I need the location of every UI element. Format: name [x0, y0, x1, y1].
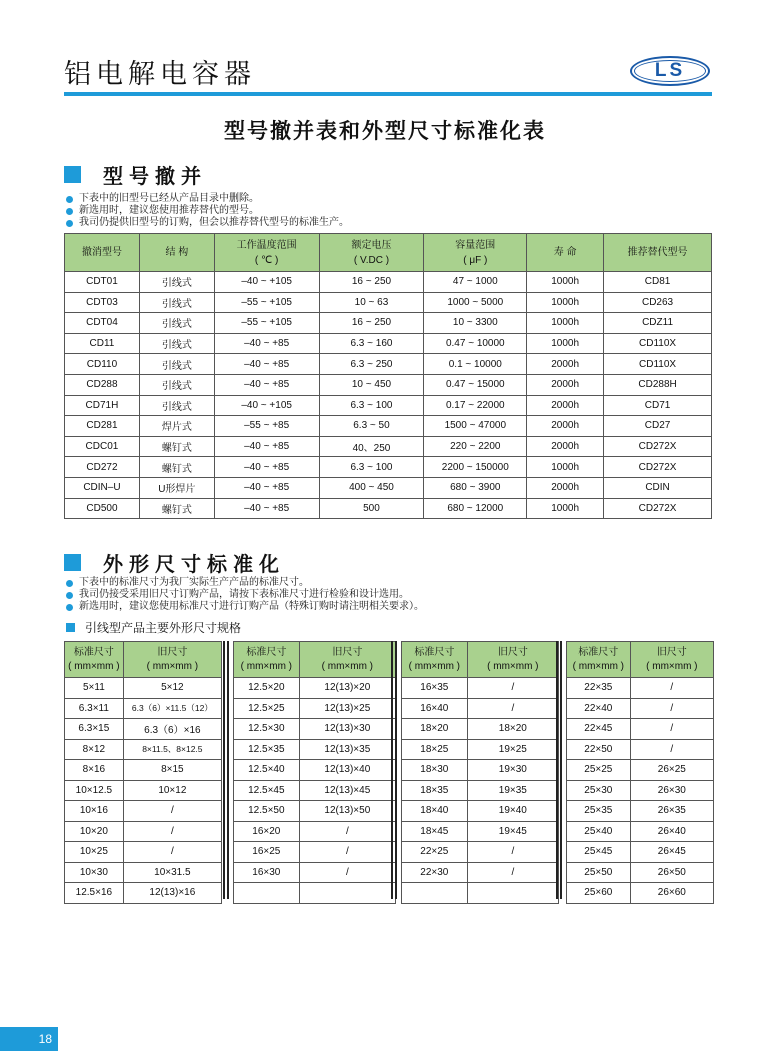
- old-size-cell: 19×40: [467, 801, 558, 822]
- standard-size-cell: 12.5×50: [234, 801, 300, 822]
- table-cell: 6.3 ~ 160: [319, 333, 424, 354]
- table-cell: U形焊片: [139, 477, 214, 498]
- section2-notes: [66, 577, 424, 613]
- table-row: [65, 780, 222, 801]
- note-item: 下表中的标准尺寸为我厂实际生产产品的标准尺寸。: [66, 577, 424, 589]
- table-cell: 40、250: [319, 436, 424, 457]
- table-row: [65, 739, 222, 760]
- table-cell: 16 ~ 250: [319, 272, 424, 293]
- table-cell: –40 ~ +85: [214, 354, 319, 375]
- old-size-cell: 6.3（6）×11.5（12）: [123, 698, 221, 719]
- table-row: [65, 862, 222, 883]
- standard-size-cell: 18×40: [402, 801, 468, 822]
- old-size-cell: 12(13)×30: [299, 719, 395, 740]
- table-cell: 6.3 ~ 250: [319, 354, 424, 375]
- table-cell: CD110: [65, 354, 140, 375]
- standard-size-header: 标准尺寸 ( mm×mm ): [402, 642, 468, 678]
- table-cell: 6.3 ~ 100: [319, 457, 424, 478]
- table-row: [402, 883, 559, 904]
- table-cell: CD281: [65, 416, 140, 437]
- standard-size-header: 标准尺寸 ( mm×mm ): [234, 642, 300, 678]
- standard-size-cell: 8×12: [65, 739, 124, 760]
- old-size-cell: /: [299, 842, 395, 863]
- table-cell: 引线式: [139, 272, 214, 293]
- standard-size-cell: 18×35: [402, 780, 468, 801]
- table-row: [65, 821, 222, 842]
- standard-size-cell: 25×45: [567, 842, 631, 863]
- old-size-cell: 12(13)×25: [299, 698, 395, 719]
- table-separator: [391, 641, 397, 899]
- header-cell: 推荐替代型号: [604, 234, 712, 272]
- standard-size-cell: 10×30: [65, 862, 124, 883]
- table-row: [65, 354, 712, 375]
- table-row: [567, 801, 714, 822]
- table-cell: 2000h: [527, 416, 604, 437]
- table-row: [65, 698, 222, 719]
- table-cell: 2000h: [527, 374, 604, 395]
- table-cell: 引线式: [139, 395, 214, 416]
- table-cell: 0.47 ~ 15000: [424, 374, 527, 395]
- table-cell: 1000h: [527, 498, 604, 519]
- section2-title: 外形尺寸标准化: [103, 552, 285, 576]
- table-row: [567, 719, 714, 740]
- header-cell: 结 构: [139, 234, 214, 272]
- table-row: [65, 678, 222, 699]
- standard-size-cell: 25×25: [567, 760, 631, 781]
- square-bullet-icon: [64, 166, 81, 183]
- old-size-cell: /: [630, 739, 713, 760]
- table-cell: CD81: [604, 272, 712, 293]
- table-cell: 1000 ~ 5000: [424, 292, 527, 313]
- table-row: [402, 801, 559, 822]
- old-size-cell: /: [630, 698, 713, 719]
- table-cell: –40 ~ +85: [214, 436, 319, 457]
- table-row: [65, 883, 222, 904]
- old-size-header: 旧尺寸 ( mm×mm ): [467, 642, 558, 678]
- table-cell: CD27: [604, 416, 712, 437]
- old-size-cell: /: [630, 719, 713, 740]
- table-cell: 0.47 ~ 10000: [424, 333, 527, 354]
- table-cell: CD272X: [604, 457, 712, 478]
- old-size-cell: /: [299, 862, 395, 883]
- table-cell: 0.17 ~ 22000: [424, 395, 527, 416]
- standard-size-cell: 22×50: [567, 739, 631, 760]
- table-cell: 引线式: [139, 333, 214, 354]
- table-row: [234, 821, 396, 842]
- old-size-cell: /: [467, 842, 558, 863]
- table-cell: CDIN: [604, 477, 712, 498]
- old-size-cell: /: [123, 821, 221, 842]
- bullet-dot-icon: [66, 220, 73, 227]
- old-size-cell: 26×50: [630, 862, 713, 883]
- standard-size-cell: 6.3×15: [65, 719, 124, 740]
- bullet-dot-icon: [66, 196, 73, 203]
- table-row: [234, 678, 396, 699]
- note-item: 我司仍提供旧型号的订购，但会以推荐替代型号的标准生产。: [66, 217, 349, 229]
- table-cell: CD288: [65, 374, 140, 395]
- table-header-row: [234, 642, 396, 678]
- table-row: [402, 719, 559, 740]
- table-cell: CD110X: [604, 354, 712, 375]
- table-row: [567, 821, 714, 842]
- old-size-cell: 26×40: [630, 821, 713, 842]
- old-size-cell: 8×15: [123, 760, 221, 781]
- table-row: [65, 498, 712, 519]
- table-cell: –40 ~ +85: [214, 477, 319, 498]
- square-bullet-icon: [66, 623, 75, 632]
- standard-size-cell: 18×45: [402, 821, 468, 842]
- standard-size-cell: 16×25: [234, 842, 300, 863]
- table-cell: –40 ~ +85: [214, 498, 319, 519]
- header-cell: 容量范围 ( μF ): [424, 234, 527, 272]
- table-cell: CD288H: [604, 374, 712, 395]
- table-row: [65, 395, 712, 416]
- table-row: [402, 842, 559, 863]
- standard-size-cell: 25×50: [567, 862, 631, 883]
- table-cell: CDT03: [65, 292, 140, 313]
- table-cell: 焊片式: [139, 416, 214, 437]
- table-cell: 螺钉式: [139, 457, 214, 478]
- standard-size-cell: 12.5×35: [234, 739, 300, 760]
- table-cell: –40 ~ +85: [214, 333, 319, 354]
- table-header-row: [567, 642, 714, 678]
- table-cell: CD272: [65, 457, 140, 478]
- table-row: [65, 374, 712, 395]
- table-row: [402, 821, 559, 842]
- old-size-cell: 26×45: [630, 842, 713, 863]
- table-cell: 1500 ~ 47000: [424, 416, 527, 437]
- table-row: [402, 862, 559, 883]
- table-cell: 螺钉式: [139, 436, 214, 457]
- table-row: [567, 678, 714, 699]
- table-cell: 1000h: [527, 272, 604, 293]
- old-size-cell: 19×30: [467, 760, 558, 781]
- table-cell: CDT04: [65, 313, 140, 334]
- old-size-cell: 18×20: [467, 719, 558, 740]
- table-cell: CD263: [604, 292, 712, 313]
- standard-size-cell: 12.5×25: [234, 698, 300, 719]
- table-cell: 引线式: [139, 292, 214, 313]
- table-row: [567, 698, 714, 719]
- table-row: [567, 862, 714, 883]
- table-cell: CD11: [65, 333, 140, 354]
- old-size-cell: 12(13)×20: [299, 678, 395, 699]
- standard-size-cell: 22×25: [402, 842, 468, 863]
- table-row: [65, 477, 712, 498]
- table-row: [234, 801, 396, 822]
- old-size-cell: 12(13)×40: [299, 760, 395, 781]
- table-cell: CDIN–U: [65, 477, 140, 498]
- table-row: [65, 416, 712, 437]
- old-size-cell: 6.3（6）×16: [123, 719, 221, 740]
- old-size-cell: 26×60: [630, 883, 713, 904]
- table-cell: 1000h: [527, 313, 604, 334]
- table-cell: 6.3 ~ 50: [319, 416, 424, 437]
- table-header-row: [402, 642, 559, 678]
- standard-size-cell: 16×35: [402, 678, 468, 699]
- old-size-cell: 12(13)×45: [299, 780, 395, 801]
- old-size-cell: 8×11.5、8×12.5: [123, 739, 221, 760]
- table-row: [65, 272, 712, 293]
- bullet-dot-icon: [66, 604, 73, 611]
- standard-size-cell: 18×20: [402, 719, 468, 740]
- table-row: [234, 780, 396, 801]
- table-cell: –55 ~ +105: [214, 313, 319, 334]
- standard-size-cell: 12.5×30: [234, 719, 300, 740]
- standard-size-cell: 12.5×40: [234, 760, 300, 781]
- note-item: 下表中的旧型号已经从产品目录中删除。: [66, 193, 349, 205]
- model-merge-table: [64, 233, 712, 519]
- table-row: [65, 801, 222, 822]
- table-cell: CDC01: [65, 436, 140, 457]
- old-size-header: 旧尺寸 ( mm×mm ): [630, 642, 713, 678]
- table-cell: 1000h: [527, 333, 604, 354]
- table-row: [65, 760, 222, 781]
- old-size-cell: [299, 883, 395, 904]
- section2-heading: [64, 548, 285, 577]
- table-cell: 引线式: [139, 354, 214, 375]
- table-cell: –55 ~ +105: [214, 292, 319, 313]
- table-row: [65, 719, 222, 740]
- table-header-row: [65, 642, 222, 678]
- table-row: [234, 883, 396, 904]
- standard-size-cell: 22×40: [567, 698, 631, 719]
- table-separator: [556, 641, 562, 899]
- table-cell: 引线式: [139, 374, 214, 395]
- table-row: [65, 842, 222, 863]
- old-size-cell: /: [123, 801, 221, 822]
- table-cell: CDT01: [65, 272, 140, 293]
- table-cell: 2000h: [527, 354, 604, 375]
- note-item: 我司仍接受采用旧尺寸订购产品，请按下表标准尺寸进行检验和设计选用。: [66, 589, 424, 601]
- sub-heading: 引线型产品主要外形尺寸规格: [66, 619, 241, 636]
- old-size-cell: 10×31.5: [123, 862, 221, 883]
- table-row: [234, 719, 396, 740]
- old-size-cell: [467, 883, 558, 904]
- table-cell: 2000h: [527, 477, 604, 498]
- table-cell: 2000h: [527, 436, 604, 457]
- standard-size-cell: 25×30: [567, 780, 631, 801]
- standard-size-cell: 16×30: [234, 862, 300, 883]
- table-row: [567, 842, 714, 863]
- standard-size-cell: 12.5×20: [234, 678, 300, 699]
- table-cell: 引线式: [139, 313, 214, 334]
- table-row: [567, 780, 714, 801]
- table-row: [65, 457, 712, 478]
- section1-notes: [66, 193, 349, 229]
- table-cell: 2000h: [527, 395, 604, 416]
- size-table-3: [401, 641, 559, 904]
- table-row: [402, 678, 559, 699]
- table-row: [402, 780, 559, 801]
- table-cell: –40 ~ +105: [214, 395, 319, 416]
- table-cell: CD71: [604, 395, 712, 416]
- standard-size-cell: [234, 883, 300, 904]
- old-size-cell: 19×35: [467, 780, 558, 801]
- old-size-header: 旧尺寸 ( mm×mm ): [123, 642, 221, 678]
- table-cell: –40 ~ +85: [214, 457, 319, 478]
- standard-size-cell: 10×20: [65, 821, 124, 842]
- table-row: [234, 739, 396, 760]
- table-cell: CD71H: [65, 395, 140, 416]
- old-size-cell: 19×45: [467, 821, 558, 842]
- table-cell: 500: [319, 498, 424, 519]
- table-cell: 螺钉式: [139, 498, 214, 519]
- standard-size-cell: 16×20: [234, 821, 300, 842]
- size-table-1: [64, 641, 222, 904]
- standard-size-cell: 25×40: [567, 821, 631, 842]
- table-cell: CDZ11: [604, 313, 712, 334]
- table-cell: 680 ~ 12000: [424, 498, 527, 519]
- table-cell: 47 ~ 1000: [424, 272, 527, 293]
- table-cell: CD500: [65, 498, 140, 519]
- note-item: 新选用时，建议您使用标准尺寸进行订购产品（特殊订购时请注明相关要求）。: [66, 601, 424, 613]
- table-row: [65, 313, 712, 334]
- standard-size-cell: 12.5×16: [65, 883, 124, 904]
- header-cell: 额定电压 ( V.DC ): [319, 234, 424, 272]
- standard-size-cell: 10×25: [65, 842, 124, 863]
- table-row: [402, 739, 559, 760]
- standard-size-header: 标准尺寸 ( mm×mm ): [65, 642, 124, 678]
- header-rule: [64, 92, 712, 96]
- table-cell: 400 ~ 450: [319, 477, 424, 498]
- table-row: [567, 739, 714, 760]
- old-size-header: 旧尺寸 ( mm×mm ): [299, 642, 395, 678]
- table-cell: 680 ~ 3900: [424, 477, 527, 498]
- standard-size-cell: 10×12.5: [65, 780, 124, 801]
- table-row: [234, 698, 396, 719]
- standard-size-cell: 5×11: [65, 678, 124, 699]
- old-size-cell: /: [123, 842, 221, 863]
- table-cell: 6.3 ~ 100: [319, 395, 424, 416]
- table-row: [65, 436, 712, 457]
- header-cell: 寿 命: [527, 234, 604, 272]
- table-cell: 0.1 ~ 10000: [424, 354, 527, 375]
- table-cell: CD110X: [604, 333, 712, 354]
- standard-size-cell: 8×16: [65, 760, 124, 781]
- header-cell: 工作温度范围 ( ℃ ): [214, 234, 319, 272]
- standard-size-cell: 18×25: [402, 739, 468, 760]
- table-row: [567, 760, 714, 781]
- table-cell: 10 ~ 63: [319, 292, 424, 313]
- table-cell: CD272X: [604, 498, 712, 519]
- standard-size-cell: 25×35: [567, 801, 631, 822]
- bullet-dot-icon: [66, 592, 73, 599]
- size-table-4: [566, 641, 714, 904]
- section1-title: 型号撤并: [103, 164, 207, 188]
- standard-size-header: 标准尺寸 ( mm×mm ): [567, 642, 631, 678]
- old-size-cell: 19×25: [467, 739, 558, 760]
- standard-size-cell: 22×35: [567, 678, 631, 699]
- table-cell: 10 ~ 3300: [424, 313, 527, 334]
- old-size-cell: /: [630, 678, 713, 699]
- standard-size-cell: 6.3×11: [65, 698, 124, 719]
- table-cell: 16 ~ 250: [319, 313, 424, 334]
- table-row: [65, 292, 712, 313]
- old-size-cell: 12(13)×35: [299, 739, 395, 760]
- old-size-cell: 26×35: [630, 801, 713, 822]
- old-size-cell: /: [467, 698, 558, 719]
- table-separator: [223, 641, 229, 899]
- bullet-dot-icon: [66, 580, 73, 587]
- standard-size-cell: [402, 883, 468, 904]
- table-header-row: [65, 234, 712, 272]
- standard-size-cell: 25×60: [567, 883, 631, 904]
- table-cell: –55 ~ +85: [214, 416, 319, 437]
- ls-logo: LS: [630, 56, 710, 86]
- size-table-2: [233, 641, 396, 904]
- square-bullet-icon: [64, 554, 81, 571]
- section1-heading: [64, 160, 207, 189]
- main-title: 型号撤并表和外型尺寸标准化表: [224, 119, 546, 143]
- table-cell: CD272X: [604, 436, 712, 457]
- old-size-cell: 10×12: [123, 780, 221, 801]
- page-number: 18: [0, 1027, 58, 1051]
- standard-size-cell: 22×45: [567, 719, 631, 740]
- old-size-cell: 5×12: [123, 678, 221, 699]
- table-row: [234, 842, 396, 863]
- table-cell: 1000h: [527, 457, 604, 478]
- table-cell: –40 ~ +105: [214, 272, 319, 293]
- old-size-cell: /: [467, 862, 558, 883]
- page-header-title: 铝电解电容器: [64, 59, 256, 90]
- bullet-dot-icon: [66, 208, 73, 215]
- table-cell: 1000h: [527, 292, 604, 313]
- table-row: [402, 760, 559, 781]
- old-size-cell: 26×25: [630, 760, 713, 781]
- standard-size-cell: 10×16: [65, 801, 124, 822]
- table-row: [65, 333, 712, 354]
- old-size-cell: /: [299, 821, 395, 842]
- table-cell: 10 ~ 450: [319, 374, 424, 395]
- old-size-cell: 12(13)×50: [299, 801, 395, 822]
- table-cell: 220 ~ 2200: [424, 436, 527, 457]
- header-cell: 撤消型号: [65, 234, 140, 272]
- old-size-cell: 26×30: [630, 780, 713, 801]
- standard-size-cell: 12.5×45: [234, 780, 300, 801]
- table-cell: 2200 ~ 150000: [424, 457, 527, 478]
- note-item: 新选用时，建议您使用推荐替代的型号。: [66, 205, 349, 217]
- table-cell: –40 ~ +85: [214, 374, 319, 395]
- table-row: [567, 883, 714, 904]
- standard-size-cell: 18×30: [402, 760, 468, 781]
- old-size-cell: /: [467, 678, 558, 699]
- standard-size-cell: 22×30: [402, 862, 468, 883]
- table-row: [234, 760, 396, 781]
- table-row: [402, 698, 559, 719]
- standard-size-cell: 16×40: [402, 698, 468, 719]
- old-size-cell: 12(13)×16: [123, 883, 221, 904]
- table-row: [234, 862, 396, 883]
